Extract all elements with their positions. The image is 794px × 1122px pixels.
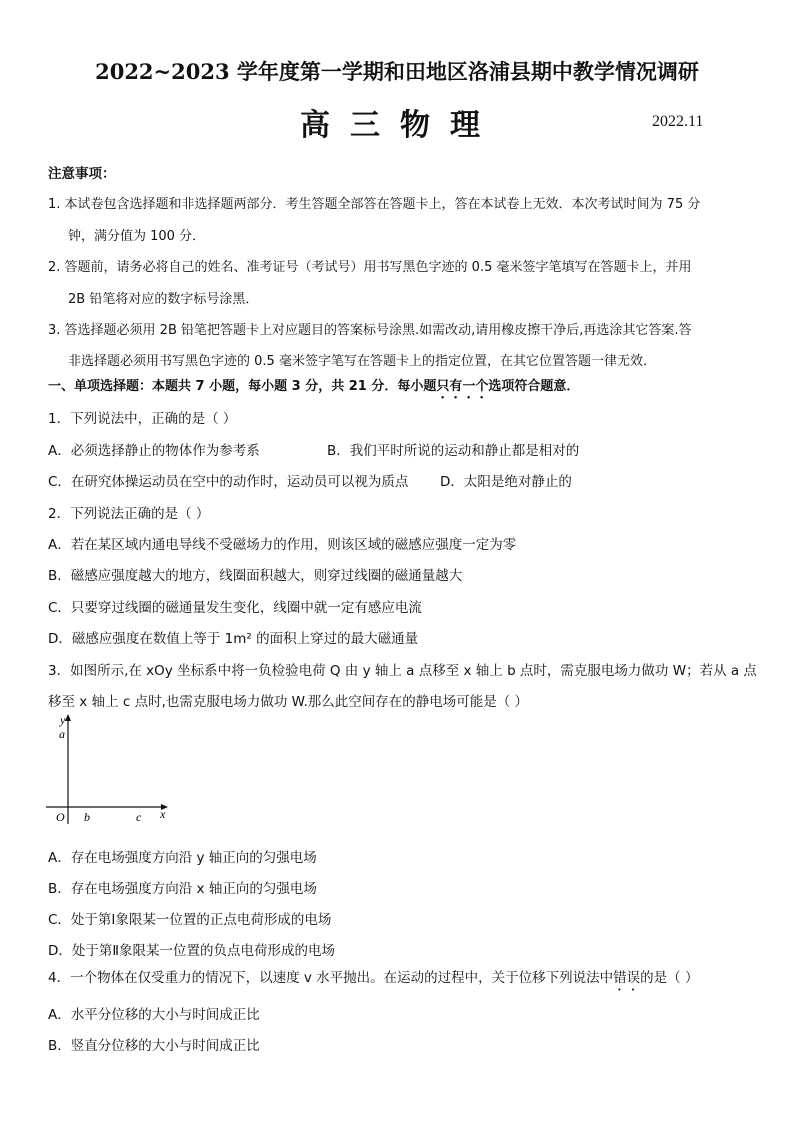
q3-option-a: A．存在电场强度方向沿 y 轴正向的匀强电场	[48, 850, 317, 866]
q2-option-a: A．若在某区域内通电导线不受磁场力的作用，则该区域的磁感应强度一定为零	[48, 537, 517, 553]
q2-stem: 2．下列说法正确的是（ ）	[48, 506, 210, 522]
label-x: x	[160, 807, 166, 821]
note-3-line-1: 3. 答选择题必须用 2B 铅笔把答题卡上对应题目的答案标号涂黑.如需改动,请用橡皮擦干净后,再选涂其它答案.答	[48, 323, 692, 338]
q4-stem-suffix: 的是（ ）	[640, 970, 699, 986]
q2-option-b: B．磁感应强度越大的地方，线圈面积越大，则穿过线圈的磁通量越大	[48, 568, 463, 584]
label-y: y	[60, 713, 66, 727]
q4-stem	[48, 966, 698, 994]
section-heading-suffix: 选项符合题意．	[488, 379, 580, 394]
label-b: b	[84, 810, 90, 824]
section-heading	[48, 375, 579, 402]
label-origin: O	[56, 810, 65, 824]
q1-option-a: A．必须选择静止的物体作为参考系	[48, 443, 260, 459]
q2-option-d: D．磁感应强度在数值上等于 1m² 的面积上穿过的最大磁通量	[48, 631, 419, 647]
q4-stem-emphasis: 错误	[613, 970, 641, 986]
q4-option-b: B．竖直分位移的大小与时间成正比	[48, 1038, 260, 1054]
note-1-line-2: 钟，满分值为 100 分．	[68, 229, 206, 244]
note-2-line-2: 2B 铅笔将对应的数字标号涂黑．	[68, 292, 259, 307]
y-axis-arrow	[65, 714, 71, 721]
section-heading-prefix: 一、单项选择题：本题共 7 小题，每小题 3 分，共 21 分．每小题	[48, 379, 437, 394]
q3-stem-line-1: 3．如图所示,在 xOy 坐标系中将一负检验电荷 Q 由 y 轴上 a 点移至 x 轴上 b 点时，需克服电场力做功 W；若从 a 点	[48, 663, 757, 679]
q2-option-c: C．只要穿过线圈的磁通量发生变化，线圈中就一定有感应电流	[48, 600, 422, 616]
q3-stem-line-2: 移至 x 轴上 c 点时,也需克服电场力做功 W.那么此空间存在的静电场可能是（ ）	[48, 694, 529, 710]
q3-option-b: B．存在电场强度方向沿 x 轴正向的匀强电场	[48, 881, 317, 897]
q3-option-d: D．处于第Ⅱ象限某一位置的负点电荷形成的电场	[48, 943, 336, 959]
subject-title: 高三物理	[300, 108, 500, 143]
q3-coordinate-figure	[44, 712, 174, 827]
exam-date: 2022.11	[652, 113, 704, 130]
q3-option-c: C．处于第Ⅰ象限某一位置的正点电荷形成的电场	[48, 912, 332, 928]
note-3-line-2: 非选择题必须用书写黑色字迹的 0.5 毫米签字笔写在答题卡上的指定位置，在其它位置答题一律无效．	[68, 354, 656, 369]
note-2-line-1: 2. 答题前，请务必将自己的姓名、准考证号（考试号）用书写黑色字迹的 0.5 毫米签字笔填写在答题卡上，并用	[48, 260, 692, 275]
q4-option-a: A．水平分位移的大小与时间成正比	[48, 1007, 260, 1023]
q1-option-b: B．我们平时所说的运动和静止都是相对的	[327, 443, 580, 459]
label-a: a	[59, 727, 65, 741]
q1-stem: 1．下列说法中，正确的是（ ）	[48, 411, 237, 427]
notes-heading: 注意事项：	[48, 166, 116, 182]
label-c: c	[136, 810, 142, 824]
q4-stem-prefix: 4．一个物体在仅受重力的情况下，以速度 v 水平抛出。在运动的过程中，关于位移下列说法中	[48, 970, 614, 986]
exam-title: 2022~2023 学年度第一学期和田地区洛浦县期中教学情况调研	[95, 59, 699, 84]
q1-option-c: C．在研究体操运动员在空中的动作时，运动员可以视为质点	[48, 474, 409, 490]
note-1-line-1: 1. 本试卷包含选择题和非选择题两部分．考生答题全部答在答题卡上，答在本试卷上无效．本次考试时间为 75 分	[48, 197, 701, 212]
section-heading-emphasis: 只有一个	[436, 379, 489, 394]
q1-option-d: D．太阳是绝对静止的	[440, 474, 572, 490]
